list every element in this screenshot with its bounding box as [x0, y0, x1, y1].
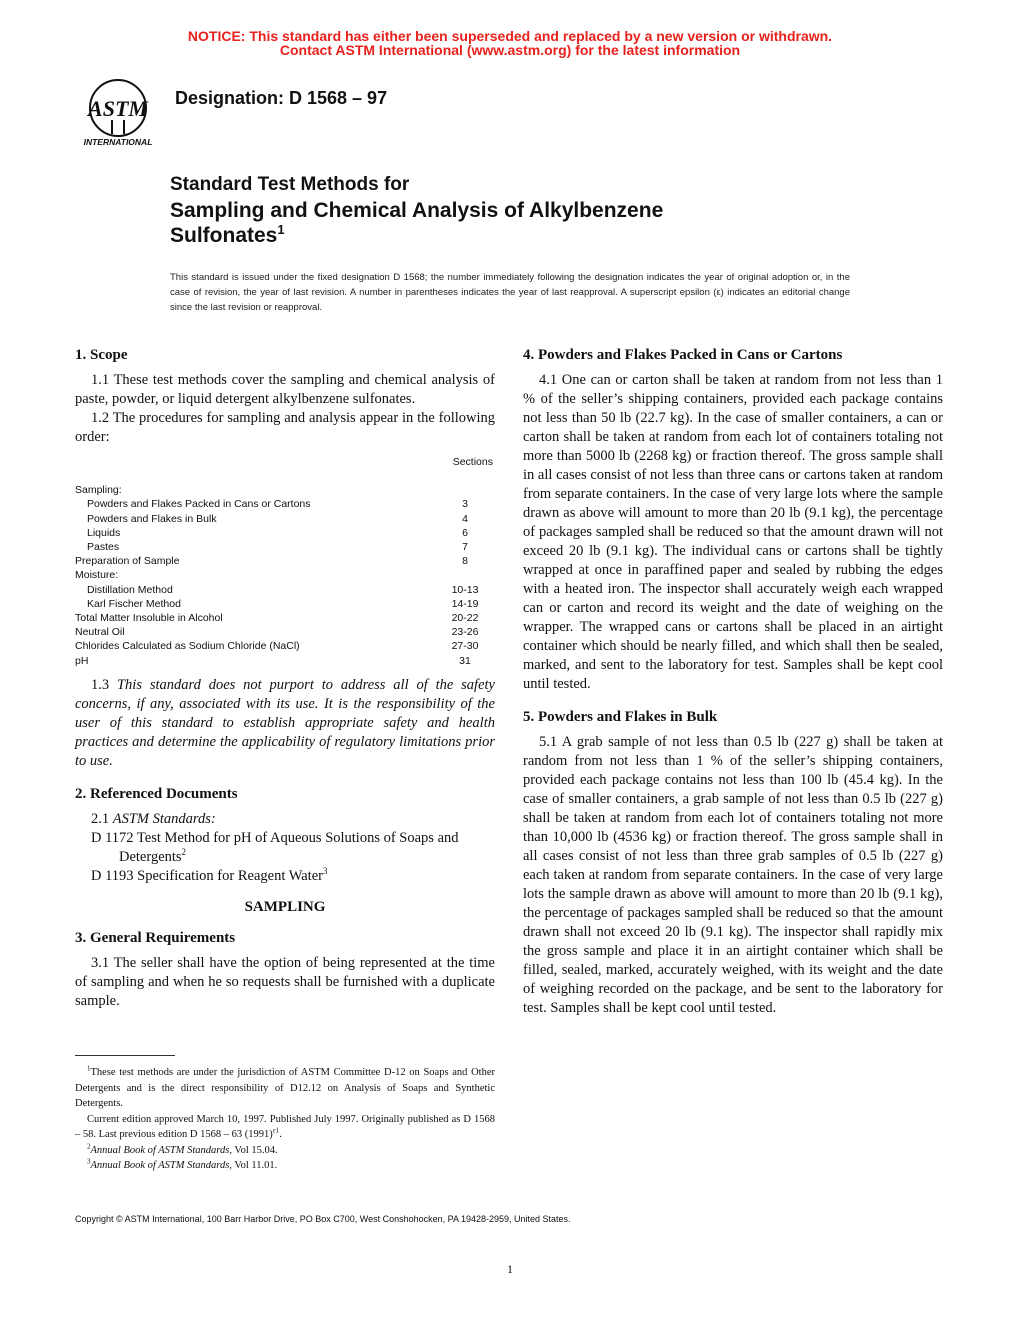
- logo-text: ASTM: [88, 96, 148, 121]
- toc-row: Pastes 7: [87, 541, 468, 554]
- reference-d1193: D 1193 Specification for Reagent Water$^3$: [91, 866, 328, 884]
- general-p1: 3.1 The seller shall have the option of being represented at the time of sampling and when he so requests shall be furnished with a duplicate sample.: [75, 954, 495, 1009]
- title-line-1: Standard Test Methods for: [170, 174, 410, 195]
- footnote-2: $^2$Annual Book of ASTM Standards, Vol 15.04.: [87, 1142, 278, 1156]
- sections-table: [75, 455, 495, 668]
- scope-p1: 1.1 These test methods cover the sampling and chemical analysis of paste, powder, or liquid detergent alkylbenzene sulfonates.: [75, 372, 495, 407]
- toc-row: Liquids 6: [87, 526, 468, 539]
- page-number: 1: [507, 1262, 513, 1276]
- issue-statement: This standard is issued under the fixed designation D 1568; the number immediately following the designation indicates the year of original adoption or, in the case of revision, the year of last revision. A number in parentheses indicates the year of last reapproval. A superscript epsilon (ε) indicates an editorial change since the last revision or reapproval.: [170, 272, 850, 313]
- toc-row: Karl Fischer Method 14-19: [87, 597, 479, 610]
- section5-heading: 5. Powders and Flakes in Bulk: [523, 709, 718, 725]
- reference-d1172: D 1172 Test Method for pH of Aqueous Solutions of Soaps and Detergents$^2$: [91, 829, 459, 865]
- title-footnote-mark: 1: [277, 222, 285, 237]
- title-main: [170, 198, 663, 248]
- scope-p3: 1.3 This standard does not purport to address all of the safety concerns, if any, associated with its use. It is the responsibility of the user of this standard to establish appropriate safety and health practices and determine the applicability of regulatory limitations prior to use.: [75, 676, 495, 769]
- section4-heading: 4. Powders and Flakes Packed in Cans or Cartons: [523, 347, 843, 363]
- general-heading: 3. General Requirements: [75, 929, 236, 946]
- scope-heading: 1. Scope: [75, 347, 128, 363]
- sections-header: Sections: [452, 456, 493, 468]
- scope-p2: 1.2 The procedures for sampling and analysis appear in the following order:: [75, 410, 495, 445]
- sampling-heading: SAMPLING: [244, 898, 326, 915]
- footnote-1: $^1$These test methods are under the jurisdiction of ASTM Committee D-12 on Soaps and Other Detergents and is the direct responsibility of D12.12 on Analysis of Soaps and Synthetic Detergents.: [75, 1064, 495, 1109]
- toc-row: pH 31: [75, 654, 471, 667]
- left-column: [75, 346, 495, 1011]
- toc-row: Total Matter Insoluble in Alcohol 20-22: [75, 612, 479, 625]
- footnote-rule: [75, 1055, 175, 1056]
- toc-row: Powders and Flakes in Bulk 4: [87, 512, 468, 525]
- right-column: [523, 346, 943, 1018]
- astm-logo-icon: [76, 76, 160, 148]
- toc-row: Sampling:: [75, 484, 122, 497]
- section4-p1: 4.1 One can or carton shall be taken at random from not less than 1 % of the seller’s shipping containers, provided each package contains not less than 50 lb (22.7 kg). In the case of smaller containers, a can or carton shall be taken at random from each lot of containers totaling not more than 5000 lb (2268 kg) or fraction thereof. The gross sample shall in all cases consist of not less than three cans or cartons taken at random from separate containers. In the case of very large lots where the sample drawn as above will amount to more than 20 lb (9.1 kg), the percentage of packages sampled shall be reduced so that the amount drawn will not exceed 20 lb (9.1 kg). The individual cans or cartons shall be tightly wrapped at once in paraffined paper and sealed by rubbing the edges with a heated iron. The inspector shall accurately weigh each wrapped can or carton and record its weight and the date of weighing on the wrapper. The wrapped cans or cartons shall be placed in an airtight container which should be nearly filled, and which shall then be sealed, marked, and sent to the laboratory for test. Samples shall be kept cool until tested.: [523, 372, 943, 692]
- designation: Designation: D 1568 – 97: [175, 88, 388, 108]
- toc-row: Neutral Oil 23-26: [75, 626, 479, 639]
- referenced-sub: 2.1 ASTM Standards:: [91, 810, 216, 827]
- toc-row: Powders and Flakes Packed in Cans or Cartons 3: [87, 498, 468, 511]
- title-line-2: Sampling and Chemical Analysis of Alkylbenzene: [170, 199, 664, 222]
- footnotes: [75, 1065, 495, 1174]
- notice-line-2: Contact ASTM International (www.astm.org) for the latest information: [279, 42, 741, 58]
- section5-p1: 5.1 A grab sample of not less than 0.5 lb (227 g) shall be taken at random from not less than 1 % of the seller’s shipping containers, provided each package contains not less than 100 lb (45.4 kg). In the case of smaller containers, a grab sample of not less than 0.5 lb (227 g) shall be taken at random from each lot of containers totaling not more than 10,000 lb (4536 kg) or fraction thereof. The gross sample shall in all cases consist of not less than three grab samples of 0.5 lb (227 g) each taken at random from separate containers. In the case of very large lots the sample drawn as above will amount to more than 20 lb (9.1 kg), the percentage of packages sampled shall be reduced so that the amount drawn shall not exceed 20 lb (9.1 kg). The inspector shall rapidly mix the gross sample and place it in an airtight container which shall be filled, sealed, marked, accurately weighed, with its weight and the date of weighing recorded on the package, and be sent to the laboratory for test. Samples shall be kept cool until tested.: [523, 734, 943, 1016]
- referenced-heading: 2. Referenced Documents: [75, 785, 238, 802]
- logo-subtext: INTERNATIONAL: [83, 137, 153, 147]
- footnote-3: $^3$Annual Book of ASTM Standards, Vol 11.01.: [87, 1157, 278, 1171]
- toc-row: Chlorides Calculated as Sodium Chloride (NaCl) 27-30: [75, 640, 479, 653]
- toc-row: Preparation of Sample 8: [75, 555, 468, 568]
- toc-row: Moisture:: [75, 569, 119, 582]
- title-line-3: Sulfonates: [170, 224, 278, 247]
- notice-line-1: NOTICE: This standard has either been superseded and replaced by a new version or withdrawn.: [187, 28, 833, 44]
- footnote-1b: Current edition approved March 10, 1997. Published July 1997. Originally published as D 1568 – 58. Last previous edition D 1568 – 63 $(1991)^{\varepsilon 1}$.: [75, 1113, 495, 1140]
- copyright: Copyright © ASTM International, 100 Barr Harbor Drive, PO Box C700, West Conshohocken, PA 19428-2959, United States.: [75, 1214, 571, 1224]
- toc-row: Distillation Method 10-13: [87, 583, 479, 596]
